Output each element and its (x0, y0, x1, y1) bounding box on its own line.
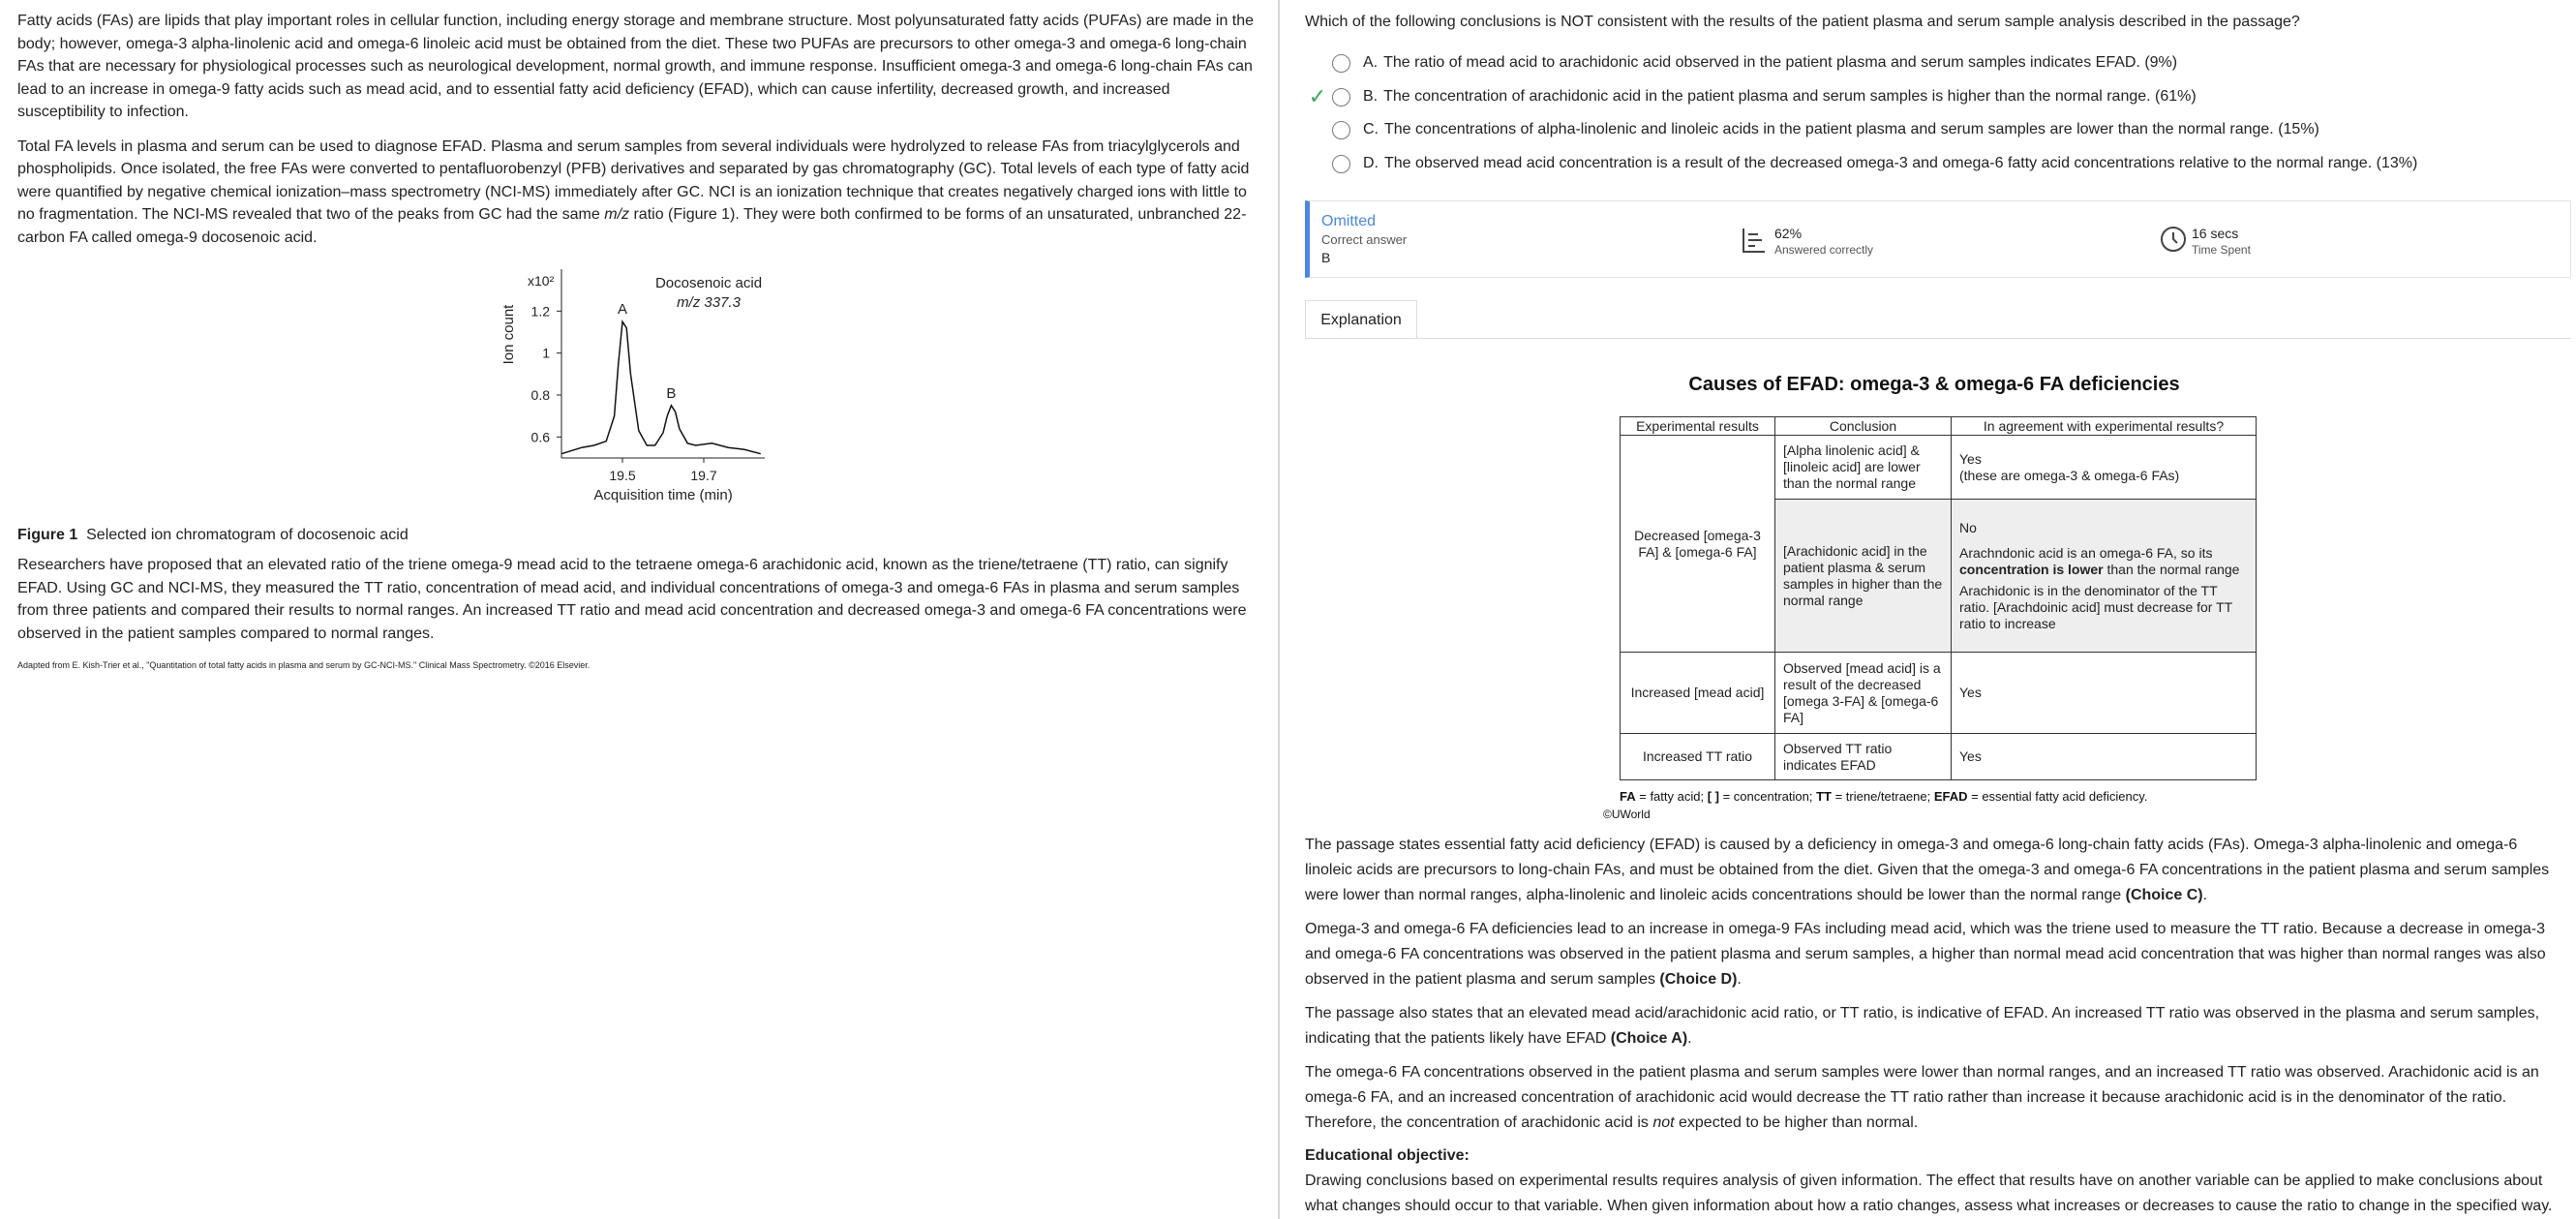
legend-fa-text: = fatty acid; (1635, 789, 1708, 804)
agreement-yes: Yes (1959, 450, 1982, 467)
choice-c-text: The concentrations of alpha-linolenic and linoleic acids in the patient plasma and serum samples are lower than the normal range. (15%) (1384, 121, 2319, 137)
choice-b[interactable] (1305, 84, 2197, 109)
status-label: Omitted (1321, 213, 1377, 229)
bar-chart-icon (1742, 227, 1767, 254)
x-tick-label: 19.5 (609, 468, 636, 483)
chromatogram-figure (489, 259, 789, 513)
y-multiplier: x10² (528, 273, 555, 289)
table-header: In agreement with experimental results? (1952, 417, 2257, 436)
table-cell-conclusion: [Arachidonic acid] in the patient plasma & serum samples in higher than the normal range (1775, 500, 1952, 653)
legend-brackets-text: = concentration; (1718, 789, 1817, 804)
choice-d[interactable] (1305, 151, 2417, 176)
passage-paragraph-2-b: ratio (Figure 1). They were both confirmed to be forms of an unsaturated, unbranched 22-carbon FA called omega-9 docosenoic acid. (17, 206, 1247, 246)
table-cell-result: Increased [mead acid] (1621, 653, 1775, 734)
chart-title: Docosenoic acid (654, 275, 763, 291)
table-cell-agreement (1952, 500, 2257, 653)
explanation-paragraph-1: The passage states essential fatty acid deficiency (EFAD) is caused by a deficiency in omega-3 and omega-6 long-chain fatty acids (FAs). Omega-3 alpha-linolenic and omega-6 linoleic acids are precursors to long-chain FAs, and must be obtained from the diet. Given that the omega-3 and omega-6 FA concentrations in the patient plasma and serum samples were lower than normal ranges, alpha-linolenic and linoleic acids concentrations should be lower than the normal range (Choice C). (1305, 837, 2550, 903)
choice-c-radio[interactable] (1332, 121, 1350, 139)
choice-a-text: The ratio of mead acid to arachidonic acid observed in the patient plasma and serum samples indicates EFAD. (9%) (1383, 54, 2178, 71)
explanation-p3-text: The passage also states that an elevated mead acid/arachidonic acid ratio, or TT ratio, is indicative of EFAD. An increased TT ratio was observed in the plasma and serum samples, indicating that the patients likely have EFAD (1305, 1005, 2540, 1047)
explanation-p4-italic: not (1652, 1114, 1675, 1131)
correct-answer-value: B (1321, 250, 1331, 265)
chart-subtitle: m/z 337.3 (677, 294, 741, 311)
choice-d-radio[interactable] (1332, 155, 1350, 173)
table-title: Causes of EFAD: omega-3 & omega-6 FA deficiencies (1688, 374, 2180, 395)
correct-answer-label: Correct answer (1321, 232, 1408, 247)
figure-caption-text: Selected ion chromatogram of docosenoic acid (86, 527, 409, 543)
copyright: ©UWorld (1603, 808, 1651, 821)
time-spent-value: 16 secs (2192, 226, 2239, 241)
y-tick-label: 1.2 (530, 303, 550, 320)
choice-c-letter: C. (1363, 121, 1379, 137)
clock-icon (2160, 226, 2187, 253)
choice-d-text: The observed mead acid concentration is a result of the decreased omega-3 and omega-6 fatty acid concentrations relative to the normal range. (13%) (1384, 155, 2418, 171)
legend-brackets: [ ] (1707, 789, 1719, 804)
legend-tt-text: = triene/tetraene; (1831, 789, 1934, 804)
choice-d-letter: D. (1363, 155, 1379, 171)
answer-stats-panel (1305, 200, 2571, 278)
tab-divider (1305, 338, 2571, 339)
passage-paragraph-2-a: Total FA levels in plasma and serum can be used to diagnose EFAD. Plasma and serum samples from several individuals were hydrolyzed to release FAs from triacylglycerols and phospholipids. Once isolated, the free FAs were converted to pentafluorobenzyl (PFB) derivatives and separated by gas chromatography (GC). Total levels of each type of fatty acid were quantified by negative chemical ionization–mass spectrometry (NCI-MS) immediately after GC. NCI is an ionization technique that creates negatively charged ions with little to no fragmentation. The NCI-MS revealed that two of the peaks from GC had the same (17, 137, 1250, 223)
y-tick-label: 1 (542, 345, 550, 361)
table-row (1621, 436, 2257, 500)
explanation-paragraph-3: The passage also states that an elevated mead acid/arachidonic acid ratio, or TT ratio, is indicative of EFAD. An increased TT ratio was observed in the plasma and serum samples, indicating that the patients likely have EFAD (Choice A). (1305, 1005, 2540, 1047)
choice-b-letter: B. (1363, 88, 1379, 105)
explanation-paragraph-2: Omega-3 and omega-6 FA deficiencies lead to an increase in omega-9 FAs including mead acid, which was the triene used to measure the TT ratio. Because a decrease in omega-3 and omega-6 FA concentrations was observed in the patient plasma and serum samples, a higher than normal mead acid concentration that was higher than normal ranges was also observed in the patient plasma and serum samples (Choice D). (1305, 921, 2546, 988)
choice-a-radio[interactable] (1332, 54, 1350, 73)
educational-objective-text: Drawing conclusions based on experimental results requires analysis of given information. The effect that results have on another variable can be applied to make conclusions about what changes should occur to that variable. When given information about how a ratio changes, assess what increases or decreases to cause the ratio to change in the specified way. (1305, 1173, 2553, 1214)
percent-correct-label: Answered correctly (1774, 243, 1874, 257)
explanation-p4-end: expected to be higher than normal. (1674, 1114, 1919, 1131)
agreement-reason-1-bold: concentration is lower (1959, 561, 2104, 577)
table-header: Conclusion (1775, 417, 1952, 436)
chromatogram-chart (489, 259, 789, 513)
time-spent-label: Time Spent (2192, 243, 2251, 257)
agreement-reason-2: Arachidonic is in the denominator of the TT ratio. [Arachdoinic acid] must decrease for TT ratio to increase (1959, 582, 2232, 631)
choice-b-radio[interactable] (1332, 88, 1350, 107)
legend-fa: FA (1620, 789, 1636, 804)
table-row (1621, 653, 2257, 734)
table-header-row (1621, 417, 2257, 436)
agreement-reason-1 (1959, 545, 2248, 578)
choice-ref-d: (Choice D) (1659, 971, 1738, 988)
choice-b-text: The concentration of arachidonic acid in the patient plasma and serum samples is higher than the normal range. (61%) (1383, 88, 2197, 105)
y-tick-label: 0.8 (530, 387, 550, 403)
table-cell-agreement: Yes (1952, 734, 2257, 780)
figure-caption (17, 526, 409, 545)
question-stem: Which of the following conclusions is NOT consistent with the results of the patient plasma and serum sample analysis described in the passage? (1305, 14, 2300, 30)
correct-check-icon: ✓ (1308, 84, 1327, 108)
table-legend (1620, 789, 2147, 804)
explanation-p4-text: The omega-6 FA concentrations observed in the patient plasma and serum samples were lower than normal ranges, and an increased TT ratio was observed. Arachidonic acid is an omega-6 FA, and an increased concentration of arachidonic acid would decrease the TT ratio rather than increase it because arachidonic acid is in the denominator of the ratio. Therefore, the concentration of arachidonic acid is (1305, 1064, 2539, 1131)
choice-a-letter: A. (1363, 54, 1379, 71)
y-tick-label: 0.6 (530, 429, 550, 445)
chromatogram-line (561, 321, 761, 454)
table-cell-result: Increased TT ratio (1621, 734, 1775, 780)
passage-paragraph-2 (17, 136, 1258, 250)
choice-a[interactable] (1305, 50, 2177, 76)
x-tick-label: 19.7 (690, 468, 717, 483)
citation: Adapted from E. Kish-Trier et al., "Quantitation of total fatty acids in plasma and serum by GC-NCI-MS." Clinical Mass Spectrometry. ©2016 Elsevier. (17, 660, 591, 670)
legend-efad: EFAD (1933, 789, 1968, 804)
choice-ref-c: (Choice C) (2125, 887, 2203, 903)
agreement-no: No (1959, 519, 1977, 535)
peak-label-a: A (617, 301, 628, 319)
explanation-p1-text: The passage states essential fatty acid deficiency (EFAD) is caused by a deficiency in omega-3 and omega-6 long-chain fatty acids (FAs). Omega-3 alpha-linolenic and omega-6 linoleic acids are precursors to long-chain FAs, and must be obtained from the diet. Given that the omega-3 and omega-6 FA concentrations in the patient plasma and serum samples were lower than normal ranges, alpha-linolenic and linoleic acids concentrations should be lower than the normal range (1305, 837, 2550, 903)
table-header: Experimental results (1621, 417, 1775, 436)
figure-caption-label: Figure 1 (17, 527, 78, 543)
legend-efad-text: = essential fatty acid deficiency. (1967, 789, 2148, 804)
passage-paragraph-1: Fatty acids (FAs) are lipids that play important roles in cellular function, including energy storage and membrane structure. Most polyunsaturated fatty acids (PUFAs) are made in the body; however, omega-3 alpha-linolenic acid and omega-6 linoleic acid must be obtained from the diet. These two PUFAs are precursors to other omega-3 and omega-6 long-chain FAs that are necessary for physiological processes such as neurological development, normal growth, and immune response. Insufficient omega-3 and omega-6 long-chain FAs can lead to an increase in omega-9 fatty acids such as mead acid, and to essential fatty acid deficiency (EFAD), which can cause infertility, decreased growth, and increased susceptibility to infection. (17, 13, 1255, 120)
percent-correct-value: 62% (1774, 226, 1803, 241)
explanation-p2-text: Omega-3 and omega-6 FA deficiencies lead to an increase in omega-9 FAs including mead acid, which was the triene used to measure the TT ratio. Because a decrease in omega-3 and omega-6 FA concentrations was observed in the patient plasma and serum samples, a higher than normal mead acid concentration that was higher than normal ranges was also observed in the patient plasma and serum samples (1305, 921, 2546, 988)
table-cell-agreement (1952, 436, 2257, 500)
agreement-note: (these are omega-3 & omega-6 FAs) (1959, 467, 2180, 483)
choice-c[interactable] (1305, 117, 2319, 142)
table-cell-agreement: Yes (1952, 653, 2257, 734)
explanation-paragraph-4 (1305, 1060, 2563, 1136)
agreement-reason-1-b: than the normal range (2103, 561, 2240, 577)
y-axis-label: Ion count (500, 304, 517, 365)
agreement-reason-1-a: Arachndonic acid is an omega-6 FA, so its (1959, 544, 2213, 561)
passage-paragraph-3: Researchers have proposed that an elevated ratio of the triene omega-9 mead acid to the tetraene omega-6 arachidonic acid, known as the triene/tetraene (TT) ratio, can signify EFAD. Using GC and NCI-MS, they measured the TT ratio, concentration of mead acid, and individual concentrations of omega-3 and omega-6 FAs in plasma and serum samples from three patients and compared their results to normal ranges. An increased TT ratio and mead acid concentration and decreased omega-3 and omega-6 FA concentrations were observed in the patient samples compared to normal ranges. (17, 557, 1247, 642)
table-cell-conclusion: [Alpha linolenic acid] & [linoleic acid] are lower than the normal range (1775, 436, 1952, 500)
educational-objective-title: Educational objective: (1305, 1147, 1470, 1164)
table-row (1621, 734, 2257, 780)
table-cell-result: Decreased [omega-3 FA] & [omega-6 FA] (1621, 436, 1775, 653)
legend-tt: TT (1816, 789, 1832, 804)
tab-explanation[interactable]: Explanation (1305, 300, 1417, 339)
peak-label-b: B (666, 384, 677, 402)
table-cell-conclusion: Observed TT ratio indicates EFAD (1775, 734, 1952, 780)
pane-divider[interactable] (1278, 0, 1280, 1219)
x-axis-label: Acquisition time (min) (593, 487, 733, 503)
efad-table (1620, 416, 2257, 780)
choice-ref-a: (Choice A) (1610, 1030, 1688, 1047)
mz-text: m/z (604, 206, 630, 223)
table-cell-conclusion: Observed [mead acid] is a result of the decreased [omega 3-FA] & [omega-6 FA] (1775, 653, 1952, 734)
question-pane (1305, 0, 2563, 1219)
